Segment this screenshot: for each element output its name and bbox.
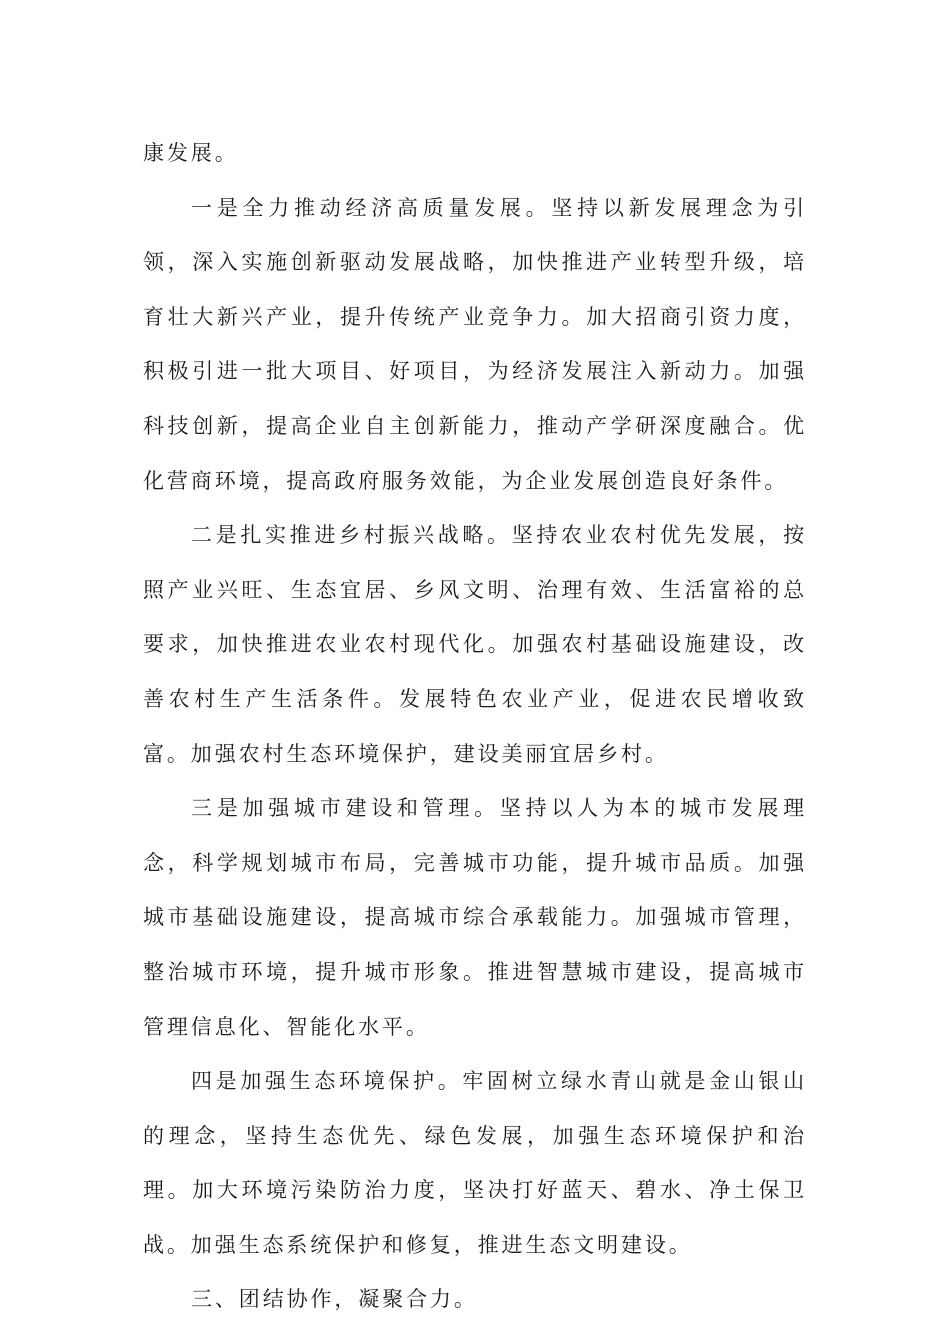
body-text bbox=[143, 126, 807, 1327]
paragraph-urban-construction: 三是加强城市建设和管理。坚持以人为本的城市发展理念，科学规划城市布局，完善城市功能，提升城市品质。加强城市基础设施建设，提高城市综合承载能力。加强城市管理，整治城市环境，提升城市形象。推进智慧城市建设，提高城市管理信息化、智能化水平。 bbox=[143, 796, 807, 1039]
paragraph-economy: 一是全力推动经济高质量发展。坚持以新发展理念为引领，深入实施创新驱动发展战略，加快推进产业转型升级，培育壮大新兴产业，提升传统产业竞争力。加大招商引资力度，积极引进一批大项目、好项目，为经济发展注入新动力。加强科技创新，提高企业自主创新能力，推动产学研深度融合。优化营商环境，提高政府服务效能，为企业发展创造良好条件。 bbox=[143, 195, 807, 493]
paragraph-rural-revitalization: 二是扎实推进乡村振兴战略。坚持农业农村优先发展，按照产业兴旺、生态宜居、乡风文明、治理有效、生活富裕的总要求，加快推进农业农村现代化。加强农村基础设施建设，改善农村生产生活条件。发展特色农业产业，促进农民增收致富。加强农村生态环境保护，建设美丽宜居乡村。 bbox=[143, 523, 807, 766]
paragraph-ecology: 四是加强生态环境保护。牢固树立绿水青山就是金山银山的理念，坚持生态优先、绿色发展，加强生态环境保护和治理。加大环境污染防治力度，坚决打好蓝天、碧水、净土保卫战。加强生态系统保护和修复，推进生态文明建设。 bbox=[143, 1069, 807, 1257]
paragraph-continuation: 康发展。 bbox=[143, 141, 239, 165]
section-heading-unity: 三、团结协作，凝聚合力。 bbox=[191, 1287, 478, 1312]
